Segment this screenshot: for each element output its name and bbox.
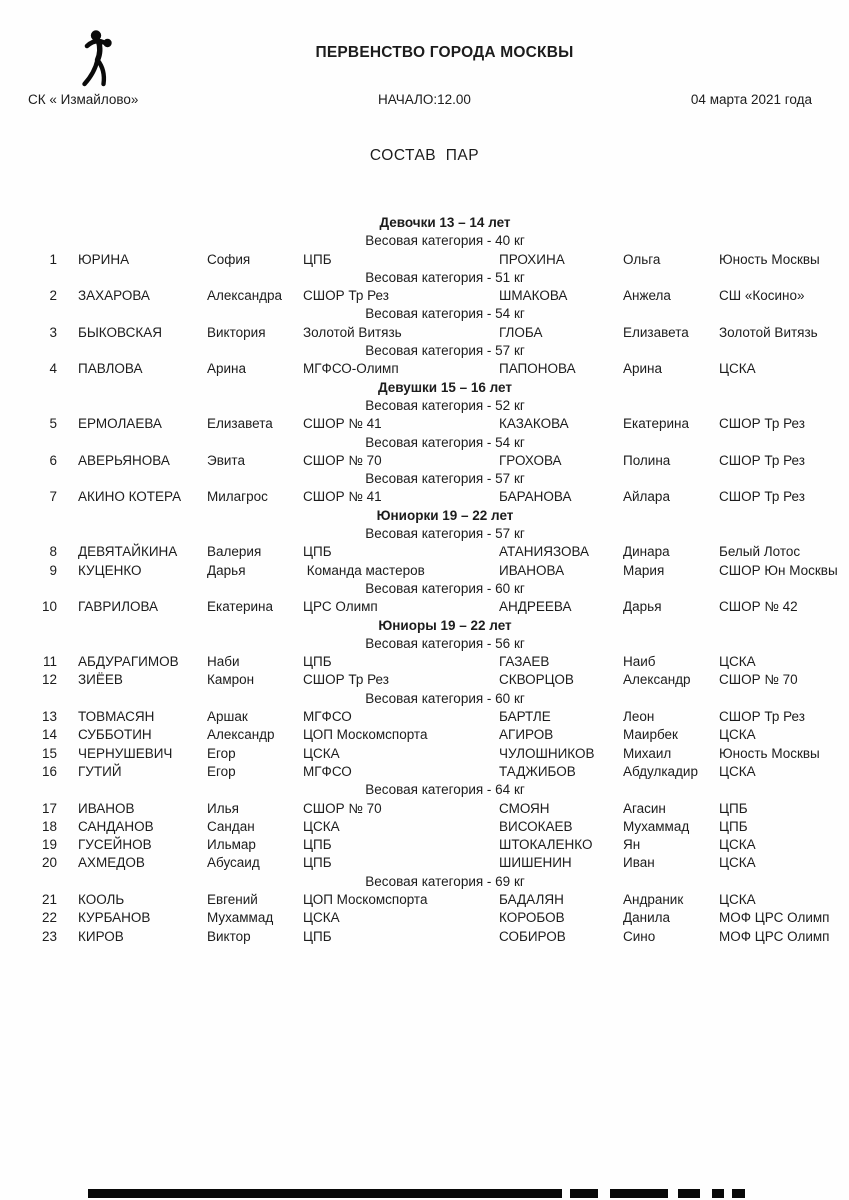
blue-surname: АНДРЕЕВА bbox=[499, 599, 572, 615]
blue-firstname: Мухаммад bbox=[623, 818, 690, 834]
red-surname: САНДАНОВ bbox=[78, 818, 154, 834]
blue-club: СШОР Тр Рез bbox=[719, 452, 805, 468]
red-club: ЦПБ bbox=[303, 544, 332, 560]
red-firstname: Милагрос bbox=[207, 489, 268, 505]
blue-firstname: Маирбек bbox=[623, 727, 678, 743]
blue-firstname: Абдулкадир bbox=[623, 763, 698, 779]
pair-number: 3 bbox=[49, 324, 57, 340]
red-surname: АКИНО КОТЕРА bbox=[78, 489, 182, 505]
red-surname: ЧЕРНУШЕВИЧ bbox=[78, 745, 173, 761]
red-club: ЦПБ bbox=[303, 928, 332, 944]
blue-club: СШОР Юн Москвы bbox=[719, 562, 838, 578]
pair-number: 14 bbox=[41, 727, 57, 743]
blue-club: СШ «Косино» bbox=[719, 288, 805, 304]
blue-surname: ГАЗАЕВ bbox=[499, 654, 550, 670]
blue-club: МОФ ЦРС Олимп bbox=[719, 910, 830, 926]
blue-firstname: Михаил bbox=[623, 745, 672, 761]
blue-surname: ГРОХОВА bbox=[499, 452, 562, 468]
blue-surname: БАДАЛЯН bbox=[499, 891, 564, 907]
pair-row bbox=[0, 745, 849, 763]
blue-firstname: Сино bbox=[623, 928, 656, 944]
pair-row bbox=[0, 891, 849, 909]
weight-category-line: Весовая категория - 57 кг bbox=[365, 343, 525, 359]
blue-club: СШОР Тр Рез bbox=[719, 489, 805, 505]
pair-row bbox=[0, 671, 849, 689]
red-surname: КУРБАНОВ bbox=[78, 910, 151, 926]
pair-row bbox=[0, 708, 849, 726]
red-surname: АВЕРЬЯНОВА bbox=[78, 452, 170, 468]
pair-number: 12 bbox=[41, 672, 57, 688]
red-club: СШОР № 41 bbox=[303, 489, 382, 505]
red-club: ЦОП Москомспорта bbox=[303, 891, 428, 907]
scan-artifact-bar bbox=[732, 1189, 745, 1198]
red-firstname: Сандан bbox=[207, 818, 255, 834]
blue-firstname: Ольга bbox=[623, 251, 661, 267]
blue-club: ЦСКА bbox=[719, 763, 756, 779]
blue-club: ЦСКА bbox=[719, 654, 756, 670]
red-club: МГФСО-Олимп bbox=[303, 361, 399, 377]
document-subtitle: СОСТАВ ПАР bbox=[369, 147, 480, 164]
pair-row bbox=[0, 653, 849, 671]
red-club: ЦСКА bbox=[303, 745, 340, 761]
scan-artifact-bar bbox=[712, 1189, 724, 1198]
red-firstname: Ильмар bbox=[207, 837, 256, 853]
red-firstname: Виктор bbox=[207, 928, 251, 944]
pair-row bbox=[0, 488, 849, 506]
pair-row bbox=[0, 415, 849, 433]
blue-surname: ПРОХИНА bbox=[499, 251, 565, 267]
red-firstname: Виктория bbox=[207, 324, 266, 340]
red-surname: ДЕВЯТАЙКИНА bbox=[78, 544, 178, 560]
weight-category-line: Весовая категория - 57 кг bbox=[365, 471, 525, 487]
blue-firstname: Данила bbox=[623, 910, 671, 926]
section-header: Юниорки 19 – 22 лет bbox=[376, 507, 514, 523]
blue-surname: СОБИРОВ bbox=[499, 928, 566, 944]
blue-club: ЦПБ bbox=[719, 800, 748, 816]
weight-category-line: Весовая категория - 51 кг bbox=[365, 269, 525, 285]
blue-firstname: Динара bbox=[623, 544, 670, 560]
red-club: СШОР Тр Рез bbox=[303, 672, 389, 688]
scan-artifact-bar bbox=[88, 1189, 562, 1198]
red-club: ЦПБ bbox=[303, 654, 332, 670]
red-surname: ГУТИЙ bbox=[78, 763, 122, 779]
blue-club: ЦПБ bbox=[719, 818, 748, 834]
red-club: МГФСО bbox=[303, 709, 352, 725]
red-surname: ЗАХАРОВА bbox=[78, 288, 150, 304]
red-surname: ПАВЛОВА bbox=[78, 361, 143, 377]
pair-number: 5 bbox=[49, 416, 57, 432]
pair-number: 22 bbox=[41, 910, 57, 926]
weight-category-line: Весовая категория - 54 кг bbox=[365, 434, 525, 450]
red-club: ЦПБ bbox=[303, 837, 332, 853]
red-club: ЦРС Олимп bbox=[303, 599, 378, 615]
blue-surname: ШИШЕНИН bbox=[499, 855, 572, 871]
weight-category-line: Весовая категория - 40 кг bbox=[365, 233, 525, 249]
red-firstname: Эвита bbox=[207, 452, 245, 468]
weight-category-line: Весовая категория - 57 кг bbox=[365, 526, 525, 542]
blue-club: СШОР № 42 bbox=[719, 599, 798, 615]
blue-surname: ЧУЛОШНИКОВ bbox=[499, 745, 595, 761]
start-time-label: НАЧАЛО:12.00 bbox=[378, 92, 471, 107]
scan-artifact-bar bbox=[570, 1189, 598, 1198]
blue-club: СШОР Тр Рез bbox=[719, 709, 805, 725]
red-surname: АБДУРАГИМОВ bbox=[78, 654, 179, 670]
pair-row bbox=[0, 800, 849, 818]
pair-number: 9 bbox=[49, 562, 57, 578]
pair-number: 17 bbox=[41, 800, 57, 816]
pair-number: 19 bbox=[41, 837, 57, 853]
section-header: Девочки 13 – 14 лет bbox=[379, 215, 511, 230]
red-club: ЦОП Москомспорта bbox=[303, 727, 428, 743]
red-firstname: София bbox=[207, 251, 251, 267]
blue-surname: КАЗАКОВА bbox=[499, 416, 569, 432]
blue-firstname: Наиб bbox=[623, 654, 656, 670]
blue-firstname: Андраник bbox=[623, 891, 684, 907]
blue-firstname: Дарья bbox=[623, 599, 662, 615]
red-club: ЦПБ bbox=[303, 855, 332, 871]
pair-row bbox=[0, 562, 849, 580]
scan-artifact-bar bbox=[610, 1189, 668, 1198]
pair-number: 20 bbox=[41, 855, 57, 871]
pair-row bbox=[0, 928, 849, 946]
red-surname: БЫКОВСКАЯ bbox=[78, 324, 162, 340]
blue-surname: ШТОКАЛЕНКО bbox=[499, 837, 593, 853]
blue-club: ЦСКА bbox=[719, 891, 756, 907]
red-surname: КИРОВ bbox=[78, 928, 124, 944]
blue-club: МОФ ЦРС Олимп bbox=[719, 928, 830, 944]
pair-number: 16 bbox=[41, 763, 57, 779]
red-firstname: Евгений bbox=[207, 891, 258, 907]
blue-firstname: Ян bbox=[623, 837, 641, 853]
pair-number: 6 bbox=[49, 452, 57, 468]
red-surname: ИВАНОВ bbox=[78, 800, 135, 816]
weight-category-line: Весовая категория - 69 кг bbox=[365, 873, 525, 889]
blue-club: Юность Москвы bbox=[719, 251, 820, 267]
pair-number: 23 bbox=[41, 928, 57, 944]
pair-row bbox=[0, 818, 849, 836]
red-club: СШОР № 41 bbox=[303, 416, 382, 432]
blue-firstname: Леон bbox=[623, 709, 655, 725]
pair-row bbox=[0, 324, 849, 342]
blue-surname: КОРОБОВ bbox=[499, 910, 565, 926]
red-surname: АХМЕДОВ bbox=[78, 855, 145, 871]
weight-category-line: Весовая категория - 64 кг bbox=[365, 782, 525, 798]
scan-artifact-bar bbox=[678, 1189, 700, 1198]
red-firstname: Валерия bbox=[207, 544, 262, 560]
red-club: СШОР Тр Рез bbox=[303, 288, 389, 304]
pair-number: 18 bbox=[41, 818, 57, 834]
blue-club: ЦСКА bbox=[719, 837, 756, 853]
red-club: МГФСО bbox=[303, 763, 352, 779]
blue-club: ЦСКА bbox=[719, 361, 756, 377]
blue-firstname: Елизавета bbox=[623, 324, 689, 340]
red-surname: ТОВМАСЯН bbox=[78, 709, 155, 725]
pair-number: 2 bbox=[49, 288, 57, 304]
blue-firstname: Анжела bbox=[623, 288, 671, 304]
blue-club: Белый Лотос bbox=[719, 544, 801, 560]
red-firstname: Егор bbox=[207, 763, 236, 779]
blue-surname: СМОЯН bbox=[499, 800, 550, 816]
red-firstname: Камрон bbox=[207, 672, 255, 688]
red-surname: ЕРМОЛАЕВА bbox=[78, 416, 162, 432]
blue-firstname: Полина bbox=[623, 452, 671, 468]
red-club: СШОР № 70 bbox=[303, 800, 382, 816]
blue-firstname: Иван bbox=[623, 855, 655, 871]
red-firstname: Наби bbox=[207, 654, 240, 670]
red-surname: ГУСЕЙНОВ bbox=[78, 837, 152, 853]
red-firstname: Александр bbox=[207, 727, 275, 743]
blue-club: СШОР Тр Рез bbox=[719, 416, 805, 432]
document-title: ПЕРВЕНСТВО ГОРОДА МОСКВЫ bbox=[315, 44, 574, 61]
pair-row bbox=[0, 854, 849, 872]
red-surname: КООЛЬ bbox=[78, 891, 125, 907]
blue-surname: БАРТЛЕ bbox=[499, 709, 551, 725]
red-club: ЦСКА bbox=[303, 818, 340, 834]
pair-number: 15 bbox=[41, 745, 57, 761]
venue-label: СК « Измайлово» bbox=[28, 92, 139, 107]
red-club: СШОР № 70 bbox=[303, 452, 382, 468]
pair-row bbox=[0, 360, 849, 378]
blue-surname: СКВОРЦОВ bbox=[499, 672, 574, 688]
blue-firstname: Мария bbox=[623, 562, 665, 578]
date-label: 04 марта 2021 года bbox=[690, 92, 812, 107]
pair-number: 11 bbox=[42, 654, 57, 670]
pair-row bbox=[0, 763, 849, 781]
red-firstname: Илья bbox=[207, 800, 239, 816]
blue-club: ЦСКА bbox=[719, 727, 756, 743]
pair-row bbox=[0, 543, 849, 561]
pair-number: 10 bbox=[41, 599, 57, 615]
blue-surname: ПАПОНОВА bbox=[499, 361, 576, 377]
red-club: ЦПБ bbox=[303, 251, 332, 267]
blue-club: Золотой Витязь bbox=[719, 324, 818, 340]
section-header: Девушки 15 – 16 лет bbox=[378, 379, 512, 395]
weight-category-line: Весовая категория - 60 кг bbox=[365, 690, 525, 706]
pair-row bbox=[0, 287, 849, 305]
red-firstname: Арина bbox=[207, 361, 247, 377]
pair-number: 21 bbox=[41, 891, 57, 907]
blue-firstname: Агасин bbox=[623, 800, 666, 816]
blue-firstname: Арина bbox=[623, 361, 663, 377]
pairs-table bbox=[0, 214, 849, 946]
blue-surname: ТАДЖИБОВ bbox=[499, 763, 576, 779]
blue-firstname: Айлара bbox=[623, 489, 670, 505]
pair-row bbox=[0, 836, 849, 854]
red-firstname: Абусаид bbox=[207, 855, 260, 871]
red-firstname: Егор bbox=[207, 745, 236, 761]
weight-category-line: Весовая категория - 56 кг bbox=[365, 635, 525, 651]
blue-club: СШОР № 70 bbox=[719, 672, 798, 688]
red-firstname: Александра bbox=[207, 288, 283, 304]
red-surname: КУЦЕНКО bbox=[78, 562, 142, 578]
pair-number: 7 bbox=[49, 489, 57, 505]
weight-category-line: Весовая категория - 60 кг bbox=[365, 580, 525, 596]
red-firstname: Елизавета bbox=[207, 416, 273, 432]
red-surname: ЮРИНА bbox=[78, 251, 130, 267]
weight-category-line: Весовая категория - 52 кг bbox=[365, 397, 525, 413]
red-firstname: Мухаммад bbox=[207, 910, 274, 926]
red-firstname: Аршак bbox=[207, 709, 248, 725]
blue-club: ЦСКА bbox=[719, 855, 756, 871]
blue-surname: БАРАНОВА bbox=[499, 489, 572, 505]
pair-row bbox=[0, 251, 849, 269]
pair-number: 4 bbox=[49, 361, 57, 377]
red-firstname: Екатерина bbox=[207, 599, 273, 615]
blue-surname: АТАНИЯЗОВА bbox=[499, 544, 590, 560]
red-surname: СУББОТИН bbox=[78, 727, 152, 743]
red-club: Золотой Витязь bbox=[303, 324, 402, 340]
blue-firstname: Александр bbox=[623, 672, 691, 688]
blue-firstname: Екатерина bbox=[623, 416, 689, 432]
weight-category-line: Весовая категория - 54 кг bbox=[365, 306, 525, 322]
pair-number: 1 bbox=[49, 251, 57, 267]
pair-row bbox=[0, 726, 849, 744]
blue-surname: АГИРОВ bbox=[499, 727, 554, 743]
blue-surname: ШМАКОВА bbox=[499, 288, 568, 304]
blue-surname: ВИСОКАЕВ bbox=[499, 818, 573, 834]
blue-surname: ГЛОБА bbox=[499, 324, 543, 340]
red-surname: ГАВРИЛОВА bbox=[78, 599, 159, 615]
red-surname: ЗИЁЕВ bbox=[78, 672, 123, 688]
pair-row bbox=[0, 598, 849, 616]
pair-number: 13 bbox=[41, 709, 57, 725]
pair-row bbox=[0, 452, 849, 470]
red-club: Команда мастеров bbox=[303, 562, 425, 578]
red-club: ЦСКА bbox=[303, 910, 340, 926]
blue-surname: ИВАНОВА bbox=[499, 562, 565, 578]
pair-row bbox=[0, 909, 849, 927]
pair-number: 8 bbox=[49, 544, 57, 560]
section-header: Юниоры 19 – 22 лет bbox=[378, 617, 512, 633]
blue-club: Юность Москвы bbox=[719, 745, 820, 761]
red-firstname: Дарья bbox=[207, 562, 246, 578]
